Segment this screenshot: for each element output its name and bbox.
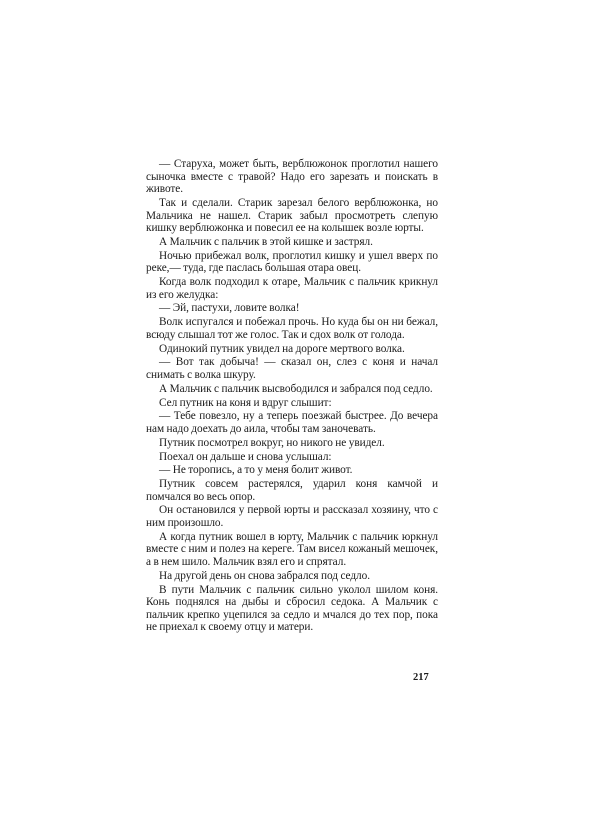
paragraph: Сел путник на коня и вдруг слышит: [159, 396, 332, 409]
paragraph: А Мальчик с пальчик высвободился и забрался под седло. [159, 382, 433, 395]
paragraph: — Не торопись, а то у меня болит живот. [159, 464, 353, 477]
paragraph: Путник совсем растерялся, ударил коня камчой и помчался во весь опор. [146, 478, 438, 503]
paragraph: — Эй, пастухи, ловите волка! [159, 302, 300, 315]
paragraph: Так и сделали. Старик зарезал белого верблюжонка, но Мальчика не нашел. Старик забыл просмотреть слепую кишку верблюжонка и повесил ее на колышек возле юрты. [146, 196, 438, 235]
paragraph: А когда путник вошел в юрту, Мальчик с пальчик юркнул вместе с ним и полез на кереге. Там висел кожаный мешочек, а в нем шило. Мальчик взял его и спрятал. [146, 530, 438, 568]
paragraph: — Вот так добыча! — сказал он, слез с коня и начал снимать с волка шкуру. [146, 356, 438, 381]
paragraph: Он остановился у первой юрты и рассказал хозяину, что с ним произошло. [146, 504, 438, 530]
paragraph: Ночью прибежал волк, проглотил кишку и ушел вверх по реке,— туда, где паслась большая отара овец. [146, 249, 438, 275]
paragraph: Когда волк подходил к отаре, Мальчик с пальчик крикнул из его желудка: [146, 276, 438, 301]
paragraph: А Мальчик с пальчик в этой кишке и застрял. [159, 235, 373, 248]
paragraph: Одинокий путник увидел на дороге мертвого волка. [159, 342, 405, 355]
paragraph: — Старуха, может быть, верблюжонок проглотил нашего сыночка вместе с травой? Надо его зарезать и поискать в животе. [146, 158, 438, 196]
paragraph: Волк испугался и побежал прочь. Но куда бы он ни бежал, всюду слышал тот же голос. Так и сдох волк от голода. [146, 316, 438, 341]
body-text [146, 158, 438, 635]
paragraph: В пути Мальчик с пальчик сильно уколол шилом коня. Конь поднялся на дыбы и сбросил седока. А Мальчик с пальчик крепко уцепился за седло и мчался до тех пор, пока не приехал к своему отцу и матери. [146, 583, 438, 634]
paragraph: Поехал он дальше и снова услышал: [159, 450, 332, 463]
paragraph: Путник посмотрел вокруг, но никого не увидел. [159, 436, 385, 449]
page-number: 217 [413, 672, 429, 683]
paragraph: На другой день он снова забрался под седло. [159, 569, 371, 582]
paragraph: — Тебе повезло, ну а теперь поезжай быстрее. До вечера нам надо доехать до аила, чтобы там заночевать. [146, 410, 438, 435]
